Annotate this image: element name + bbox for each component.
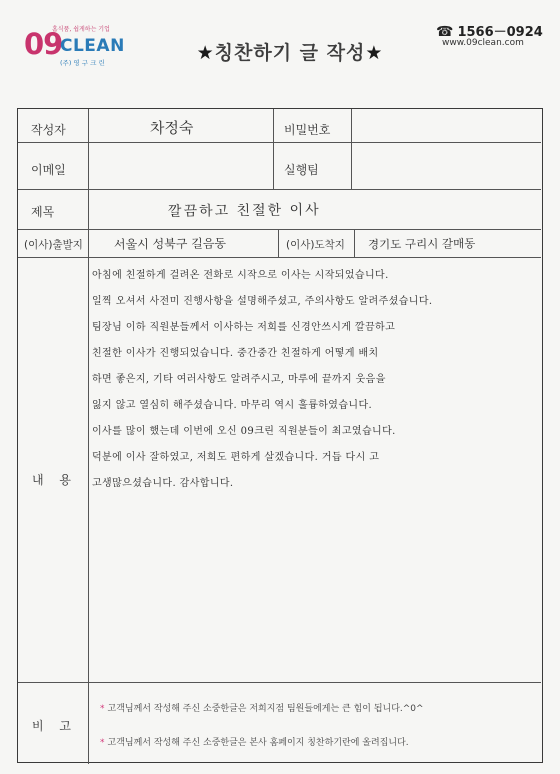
content-line: 친절한 이사가 진행되었습니다. 중간중간 친절하게 어떻게 배치 — [92, 348, 379, 359]
content-text-area[interactable] — [92, 263, 532, 497]
author-value[interactable]: 차정숙 — [149, 118, 194, 138]
content-line: 일찍 오셔서 사전미 진행사항을 설명해주셨고, 주의사항도 알려주셨습니다. — [92, 296, 433, 307]
document-title-text: 칭찬하기 글 작성 — [214, 42, 366, 64]
remark-note-text: 고객님께서 작성해 주신 소중한글은 저희지점 팀원들에게는 큰 힘이 됩니다.^0^ — [107, 704, 424, 714]
origin-label: (이사)출발지 — [24, 239, 83, 251]
content-line: 고생많으셨습니다. 감사합니다. — [92, 478, 234, 489]
team-label: 실행팀 — [284, 163, 319, 177]
remarks-label: 비 고 — [32, 719, 77, 733]
star-icon-left: ★ — [196, 42, 215, 64]
logo-company-name: (주) 영 구 크 린 — [60, 59, 105, 67]
compliment-form-table — [17, 108, 543, 763]
destination-value[interactable]: 경기도 구리시 갈매동 — [367, 236, 476, 252]
remark-note-text: 고객님께서 작성해 주신 소중한글은 본사 홈페이지 칭찬하기란에 올려집니다. — [107, 738, 409, 748]
content-label: 내 용 — [32, 473, 77, 487]
content-line: 덕분에 이사 잘하였고, 저희도 편하게 살겠습니다. 거듭 다시 고 — [92, 452, 380, 463]
telephone-icon: ☎ — [436, 24, 454, 40]
content-line: 잃지 않고 열심히 해주셨습니다. 마무리 역시 훌륭하였습니다. — [92, 400, 373, 411]
website-url: www.09clean.com — [442, 38, 524, 48]
remark-note-2 — [100, 735, 409, 748]
content-line: 팀장님 이하 직원분들께서 이사하는 저희를 신경안쓰시게 깔끔하고 — [92, 322, 396, 333]
author-label: 작성자 — [31, 123, 66, 137]
bullet-star-icon: * — [100, 738, 105, 748]
email-label: 이메일 — [31, 163, 66, 177]
origin-value[interactable]: 서울시 성북구 길음동 — [113, 236, 227, 252]
logo-word: CLEAN — [60, 36, 125, 56]
logo-tagline: 홈식품, 쉽게하는 기업 — [52, 26, 110, 33]
content-line: 이사를 많이 했는데 이번에 오신 09크린 직원분들이 최고였습니다. — [92, 426, 396, 437]
content-line: 하면 좋은지, 기타 여러사항도 알려주시고, 마루에 끝까지 웃음을 — [92, 374, 386, 385]
subject-value[interactable]: 깔끔하고 친절한 이사 — [167, 202, 321, 220]
star-icon-right: ★ — [365, 42, 384, 64]
destination-label: (이사)도착지 — [286, 239, 345, 251]
content-line: 아침에 친절하게 걸려온 전화로 시작으로 이사는 시작되었습니다. — [92, 270, 389, 281]
phone-text: 1566－0924 — [457, 25, 543, 40]
password-label: 비밀번호 — [284, 123, 331, 137]
remark-note-1 — [100, 701, 424, 714]
document-title — [160, 38, 420, 65]
bullet-star-icon: * — [100, 704, 105, 714]
logo-number: 09 — [24, 27, 63, 61]
subject-label: 제목 — [31, 205, 55, 219]
